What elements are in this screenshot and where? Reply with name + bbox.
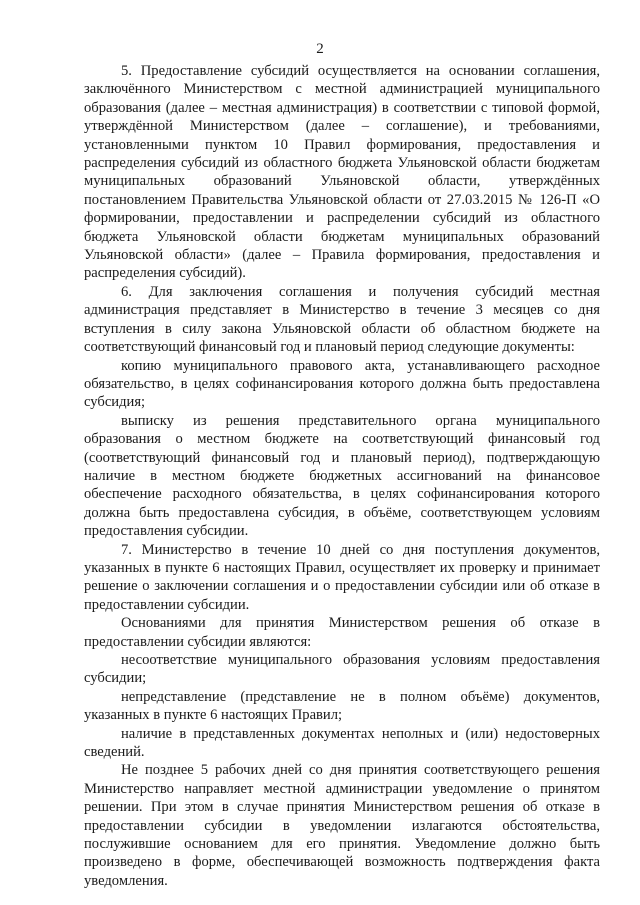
paragraph-document-budget-extract: выписку из решения представительного органа муниципального образования о местном бюджете на соответствующий финансовый год (соответствующий финансовый год и плановый период), подтверждающую наличие в местном бюджете бюджетных ассигнований на финансовое обеспечение расходного обязательства, в целях софинансирования которого должна быть предоставлена субсидия, в объёме, соответствующем условиям предоставления субсидии.: [84, 412, 600, 540]
document-body: [84, 62, 600, 890]
paragraph-notification: Не позднее 5 рабочих дней со дня принятия соответствующего решения Министерство направляет местной администрации уведомление о принятом решении. При этом в случае принятия Министерством решения об отказе в предоставлении субсидии в уведомлении излагаются обстоятельства, послужившие основанием для его принятия. Уведомление должно быть произведено в форме, обеспечивающей возможность подтверждения факта уведомления.: [84, 762, 600, 889]
paragraph-refusal-ground-1: несоответствие муниципального образования условиям предоставления субсидии;: [84, 652, 600, 687]
paragraph-item-5: 5. Предоставление субсидий осуществляется на основании соглашения, заключённого Министерством с местной администрацией муниципального образования (далее – местная администрация) в соответствии с типовой формой, утверждённой Министерством (далее – соглашение), и требованиями, установленными пунктом 10 Правил формирования, предоставления и распределения субсидий из областного бюджета Ульяновской области бюджетам муниципальных образований Ульяновской области, утверждённых постановлением Правительства Ульяновской области от 27.03.2015 № 126-П «О формировании, предоставлении и распределении субсидий из областного бюджета Ульяновской области бюджетам муниципальных образований Ульяновской области» (далее – Правила формирования, предоставления и распределения субсидий).: [84, 63, 600, 282]
paragraph-item-6: 6. Для заключения соглашения и получения субсидий местная администрация представляет в Министерство в течение 3 месяцев со дня вступления в силу закона Ульяновской области об областном бюджете на соответствующий финансовый год и плановый период следующие документы:: [84, 283, 600, 356]
paragraph-refusal-ground-3: наличие в представленных документах неполных и (или) недостоверных сведений.: [84, 725, 600, 761]
paragraph-item-7: 7. Министерство в течение 10 дней со дня поступления документов, указанных в пункте 6 настоящих Правил, осуществляет их проверку и принимает решение о заключении соглашения и о предоставлении субсидии или об отказе в предоставлении субсидии.: [84, 541, 600, 613]
paragraph-document-copy-act: копию муниципального правового акта, устанавливающего расходное обязательство, в целях софинансирования которого должна быть предоставлена субсидия;: [84, 357, 600, 411]
paragraph-refusal-ground-2: непредставление (представление не в полном объёме) документов, указанных в пункте 6 настоящих Правил;: [84, 688, 600, 724]
paragraph-refusal-grounds: Основаниями для принятия Министерством решения об отказе в предоставлении субсидии являются:: [84, 615, 600, 650]
page-number: 2: [316, 41, 324, 57]
